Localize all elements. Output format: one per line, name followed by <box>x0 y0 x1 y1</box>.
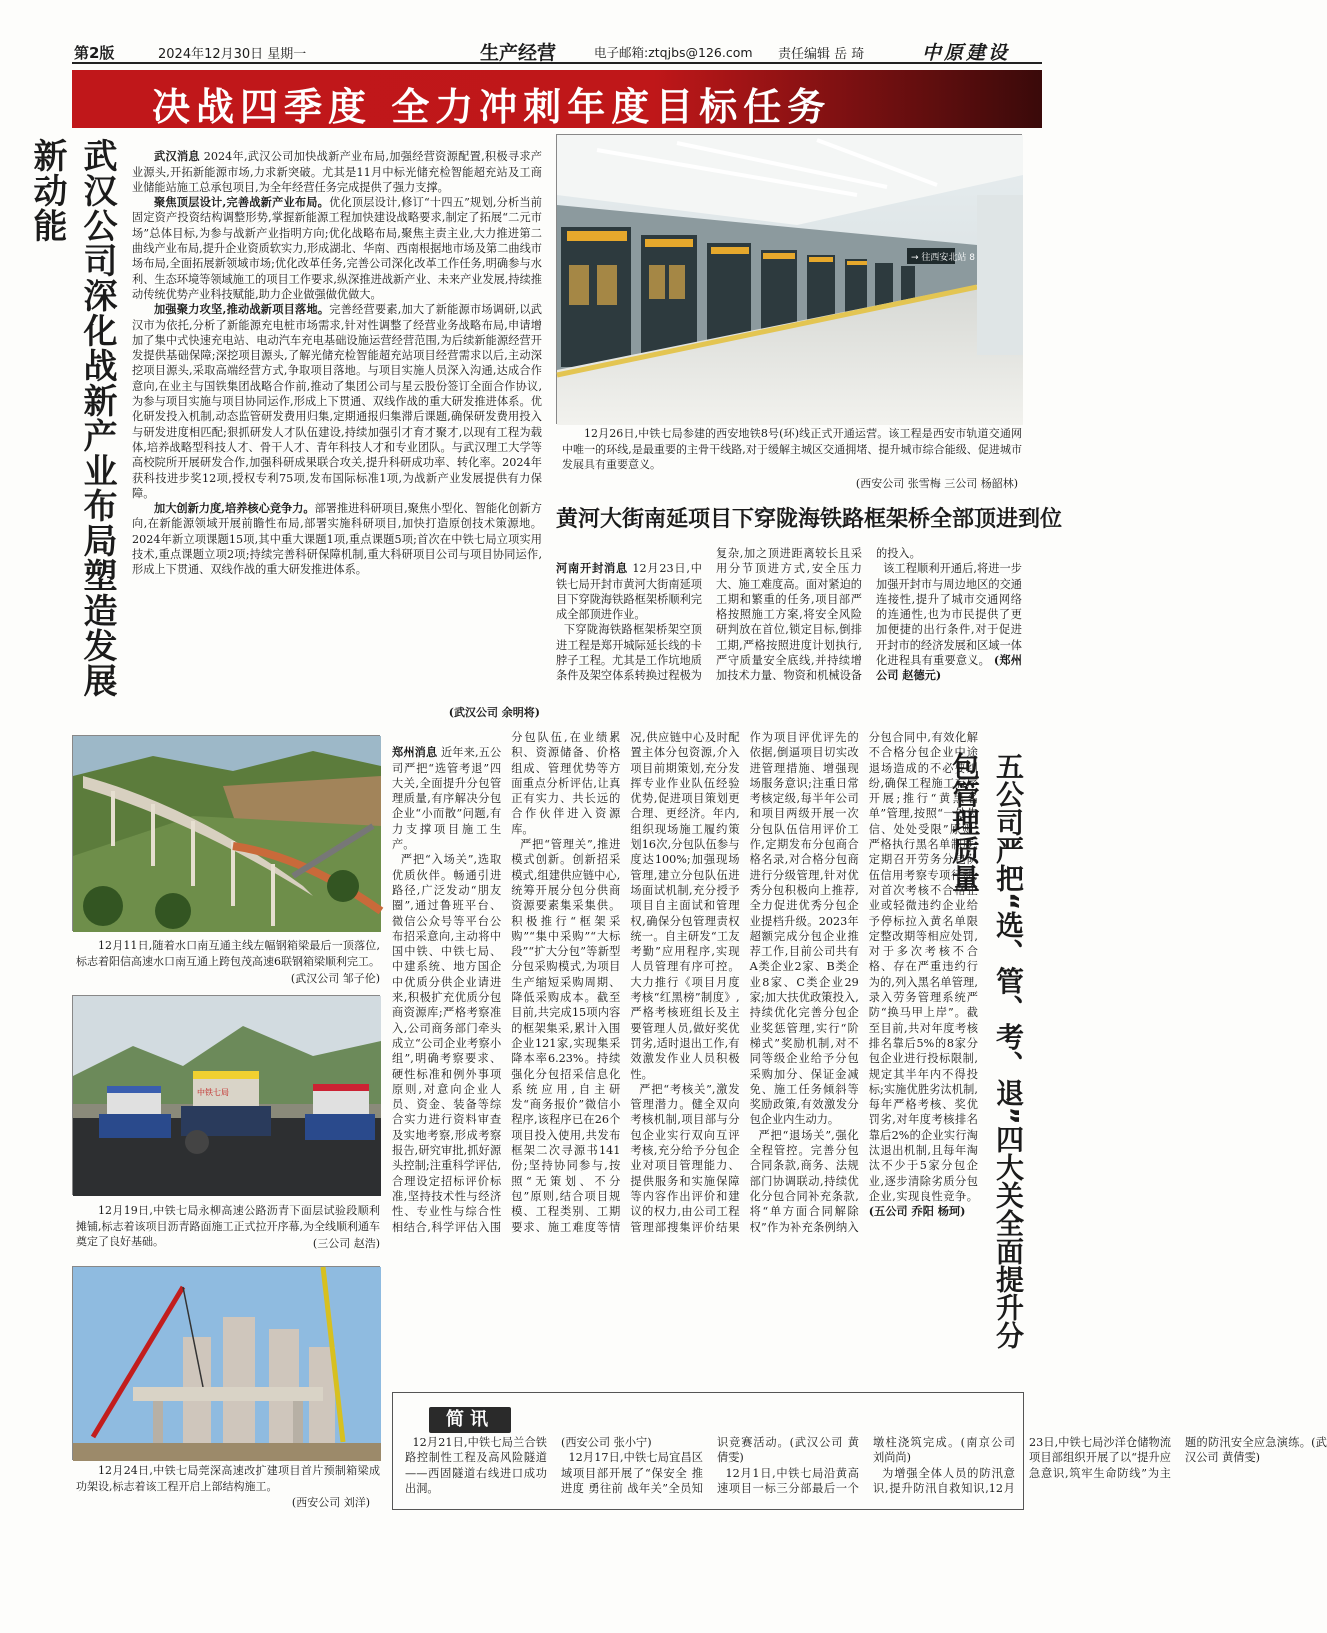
asphalt-paving-image <box>73 996 381 1196</box>
article3-lead-label: 郑州消息 <box>392 745 438 760</box>
page-header <box>72 36 1042 64</box>
metro-station-photo <box>556 134 1022 424</box>
article2-title: 黄河大街南延项目下穿陇海铁路框架桥全部顶进到位 <box>556 507 1063 532</box>
article3-title: 五公司严把“选、管、考、退”四大关全面提升分包管理质量 <box>948 752 1025 1349</box>
article1-p1-head: 聚焦顶层设计,完善战新产业布局。 <box>154 195 330 210</box>
article1-body <box>132 134 542 724</box>
article3-body <box>392 730 978 1386</box>
article2-body <box>556 546 1022 716</box>
page-number: 第2版 <box>74 44 115 62</box>
article1-lead: 2024年,武汉公司加快战新产业布局,加强经营资源配置,积极寻求产业源头,开拓新能源市场,力求新突破。尤其是11月中标光储充检智能超充站及工商业储能站施工总承包项目,为全年经营任务完成提供了强力支撑。 <box>132 150 542 194</box>
road-photo-caption: 12月19日,中铁七局永柳高速公路沥青下面层试验段顺利摊铺,标志着该项目沥青路面施工正式拉开序幕,为全线顺利通车奠定了良好基础。 <box>76 1204 380 1248</box>
section-name: 生产经营 <box>480 42 557 64</box>
article1-lead-label: 武汉消息 <box>154 149 200 164</box>
newspaper-name: 中原建设 <box>922 42 1011 64</box>
responsible-editor: 责任编辑 岳 琦 <box>778 47 865 62</box>
crane-photo-credit: (西安公司 刘洋) <box>291 1496 370 1509</box>
steel-box-girder-image <box>73 736 381 932</box>
article3-credit: (五公司 乔阳 杨珂) <box>868 1204 966 1219</box>
article2-credit: (郑州公司 赵德元) <box>876 653 1022 683</box>
article1-title: 武汉公司深化战新产业布局塑造发展新动能 <box>27 138 117 698</box>
girder-erection-image <box>73 1267 381 1461</box>
brief-title: 简讯 <box>446 1409 494 1430</box>
article3-text: 近年来,五公司严把“选管考退”四大关,全面提升分包管理质量,有序解决分包企业“小而散”问题,有力支撑项目施工生产。 严把“入场关”,选取优质伙伴。畅通引进路径,广泛发动“朋友圈”,通过鲁班平台、微信公众号等平台公布招采意向,主动将中国中铁、中铁七局、中建系统、地方国企中优质分供企业请进来,积极扩充优质分包商资源库;严格考察准入,公司商务部门牵头成立“公司企业考察小组”,明确考察要求、硬性标准和例外事项原则,对意向企业人员、资金、装备等综合实力进行资料审查及实地考察,形成考察报告,研究审批,抓好源头控制;注重科学评估,合理设定招标评价标准,坚持技术性与经济性、专业性与综合性相结合,科学评估入围分包队伍,在业绩累积、资源储备、价格组成、管理优势等方面重点分析评估,让真正有实力、共长远的合作伙伴进入资源库。 严把“管理关”,推进模式创新。创新招采模式,组建供应链中心,统筹开展分包分供商资源要素集采集供。积极推行“框架采购”“集中采购”“大标段”“扩大分包”等新型分包采购模式,为项目生产缩短采购周期、降低采购成本。截至目前,共完成15项内容的框架集采,累计入围企业121家,实现集采降本率6.23%。持续强化分包招采信息化系统应用,自主研发“商务报价”微信小程序,该程序已在26个项目投入使用,共发布框架二次寻源书141份;坚持协同参与,按照“无策划、不分包”原则,结合项目规模、工程类别、工期要求、施工难度等情况,供应链中心及时配置主体分包资源,介入项目前期策划,充分发挥专业作业队伍经验优势,促进项目策划更合理、更经济。年内,组织现场施工履约策划16次,分包队伍参与度达100%;加强现场管理,建立分包队伍进场面试机制,充分授予项目自主面试和管理权,确保分包管理责权统一。自主研发“工友考勤”应用程序,实现人员管理有序可控。大力推行《项目月度考核“红黑榜”制度》,严格考核班组长及主要管理人员,做好奖优罚劣,适时退出工作,有效激发作业人员积极性。 严把“考核关”,激发管理潜力。健全双向考核机制,项目部与分包企业实行双向互评考核,充分给予分包企业对项目管理能力、提供服务和实施保障等内容作出评价和建议的权力,由公司工程管理部搜集评价结果作为项目评优评先的依据,倒逼项目切实改进管理措施、增强现场服务意识;注重日常考核定级,每半年公司和项目两级开展一次分包队伍信用评价工作,定期发布分包商合格名录,对合格分包商进行分级管理,针对优秀分包积极向上推荐,全力促进优秀分包企业提档升级。2023年超额完成分包企业推荐工作,目前公司共有A类企业2家、B类企业8家、C类企业29家;加大扶优政策投入,持续优化完善分包企业奖惩管理,实行“阶梯式”奖励机制,对不同等级企业给予分包采购加分、保证金减免、施工任务倾斜等奖励政策,有效激发分包企业内生动力。 严把“退场关”,强化全程管控。完善分包合同条款,商务、法规部门协调联动,持续优化分包合同补充条款,将“单方面合同解除权”作为补充条例纳入分包合同中,有效化解不合格分包企业中途退场造成的不必要纠纷,确保工程施工有序开展;推行“黄黑名单”管理,按照“一处失信、处处受限”原则,严格执行黑名单制度,定期召开劳务分包队伍信用考察专项行动,对首次考核不合格企业或轻微违约企业给予停标拉入黄名单限定整改期等相应处罚,对于多次考核不合格、存在严重违约行为的,列入黑名单管理,录入劳务管理系统严防“换马甲上岸”。截至目前,共对年度考核排名靠后5%的8家分包企业进行投标限制,规定其半年内不得投标;实施优胜劣汰机制,每年严格考核、奖优罚劣,对年度考核排名靠后2%的企业实行淘汰退出机制,且每年淘汰不少于5家分包企业,逐步清除劣质分包企业,实现良性竞争。 <box>392 731 978 1234</box>
article1-credit: (武汉公司 余明将) <box>340 704 540 722</box>
article1-p3-head: 加大创新力度,培养核心竞争力。 <box>154 501 315 516</box>
article1-p3: 部署推进科研项目,聚焦小型化、智能化创新方向,在新能源领域开展前瞻性布局,部署实施科研项目,加快打造原创技术策源地。2024年新立项课题15项,其中重大课题1项,重点课题5项;首次在中铁七局立项实用技术,重点课题立项2项;持续完善科研保障机制,重大科研项目公司与项目协同运作,形成上下贯通、双线作战的重大研发推进体系。 <box>132 502 542 577</box>
road-photo-credit: (三公司 赵浩) <box>260 1235 380 1251</box>
metro-photo-credit: (西安公司 张雪梅 三公司 杨韶林) <box>855 477 1018 490</box>
bridge-photo-credit: (武汉公司 邹子伦) <box>200 970 380 986</box>
bridge-photo-caption: 12月11日,随着水口南互通主线左幅钢箱梁最后一顶落位,标志着阳信高速水口南互通上跨包茂高速6联钢箱梁顺利完工。 <box>76 939 380 968</box>
road-paving-photo <box>72 995 380 1195</box>
metro-photo-caption: 12月26日,中铁七局参建的西安地铁8号(环)线正式开通运营。该工程是西安市轨道交通网中唯一的环线,是最重要的主骨干线路,对于缓解主城区交通拥堵、提升城市综合能级、促进城市发展具有重要意义。 <box>562 427 1022 471</box>
crane-photo-caption: 12月24日,中铁七局莞深高速改扩建项目首片预制箱梁成功架设,标志着该工程开启上部结构施工。 <box>76 1464 380 1493</box>
banner <box>72 70 1042 128</box>
brief-body: 12月21日,中铁七局兰合铁路控制性工程及高风险隧道——西固隧道右线进口成功出洞。 (西安公司 张小宁) 12月17日,中铁七局宜昌区域项目部开展了“保安全 推进度 勇往前 战年关”全员知识竞赛活动。(武汉公司 黄倩雯) 12月1日,中铁七局沿黄高速项目一标三分部最后一个墩柱浇筑完成。(南京公司 刘尚尚) 为增强全体人员的防汛意识,提升防汛自救知识,12月23日,中铁七局沙洋仓储物流项目部组织开展了以“提升应急意识,筑牢生命防线”为主题的防汛安全应急演练。(武汉公司 黄倩雯) <box>405 1436 1327 1495</box>
crane-photo <box>72 1266 380 1460</box>
issue-date: 2024年12月30日 星期一 <box>158 47 307 62</box>
article1-p1: 优化顶层设计,修订“十四五”规划,分析当前固定资产投资结构调整形势,掌握新能源工程加快建设战略要求,制定了拓展“二元市场”总体目标,为参与战新产业指明方向;优化战略布局,聚焦主责主业,大力推进第二曲线产业布局,提升企业资质软实力,形成湖北、华南、西南根据地市场及第二曲线市场布局,全面拓展新领域市场;优化改革任务,完善公司深化改革工作任务,明确参与水利、生态环境等领域施工的项目工作要求,纵深推进战新产业、未来产业发展,持续推动传统优势产业科技赋能,助力企业做强做优做大。 <box>132 196 542 301</box>
email-address: 电子邮箱:ztqjbs@126.com <box>594 45 753 60</box>
article2-text: 12月23日,中铁七局开封市黄河大街南延项目下穿陇海铁路框架桥顺利完成全部顶进作业。 下穿陇海铁路框架桥架空顶进工程是郑开城际延长线的卡脖子工程。尤其是工作坑地质条件及架空体系转换过程极为复杂,加之顶进距离较长且采用分节顶进方式,安全压力大、施工难度高。面对紧迫的工期和繁重的任务,项目部严格按照施工方案,将安全风险研判放在首位,锁定目标,倒排工期,严格按照进度计划执行,严守质量安全底线,并持续增加技术力量、物资和机械设备的投入。 该工程顺利开通后,将进一步加强开封市与周边地区的交通连接性,提升了城市交通网络的连通性,也为市民提供了更加便捷的出行条件,对于促进开封市的经济发展和区域一体化进程具有重要意义。 <box>556 547 1022 683</box>
brief-news-box <box>392 1392 1327 1510</box>
article1-p2-head: 加强聚力攻坚,推动战新项目落地。 <box>154 302 330 317</box>
metro-sign: → 往西安北站 8 <box>911 253 975 263</box>
article1-p2: 完善经营要素,加大了新能源市场调研,以武汉市为依托,分析了新能源充电桩市场需求,针对性调整了经营业务战略布局,申请增加了集中式快速充电站、电动汽车充电基础设施运营经营范围,为后续新能源经营开发提供基础保障;深挖项目源头,了解光储充检智能超充站项目经营需求以后,主动深挖项目源头,采取高端经营方式,争取项目落地。与项目实施人员深入沟通,达成合作意向,在业主与国铁集团战略合作前,推动了集团公司与星云股份签订全面合作协议,为参与项目实施与项目协同运作,形成上下贯通、双线作战的重大研发推进体系。优化研发投入机制,动态监管研发费用归集,定期通报归集滞后课题,确保研发费用投入与研发进度相匹配;狠抓研发人才队伍建设,持续加强引才育才聚才,以现有工程为载体,培养战略型科技人才、骨干人才、青年科技人才和专业团队。与武汉理工大学等高校院所开展研发合作,加强科研成果联合攻关,提升科研成功率、转化率。2024年获科技进步奖12项,授权专利75项,发布国际标准1项,为战新产业发展提供有力保障。 <box>132 303 542 500</box>
metro-platform-image <box>557 135 1023 425</box>
article2-lead-label: 河南开封消息 <box>556 561 628 576</box>
roller-label: 中铁七局 <box>197 1088 229 1097</box>
banner-title: 决战四季度 全力冲刺年度目标任务 <box>152 85 832 129</box>
bridge-photo <box>72 735 380 931</box>
